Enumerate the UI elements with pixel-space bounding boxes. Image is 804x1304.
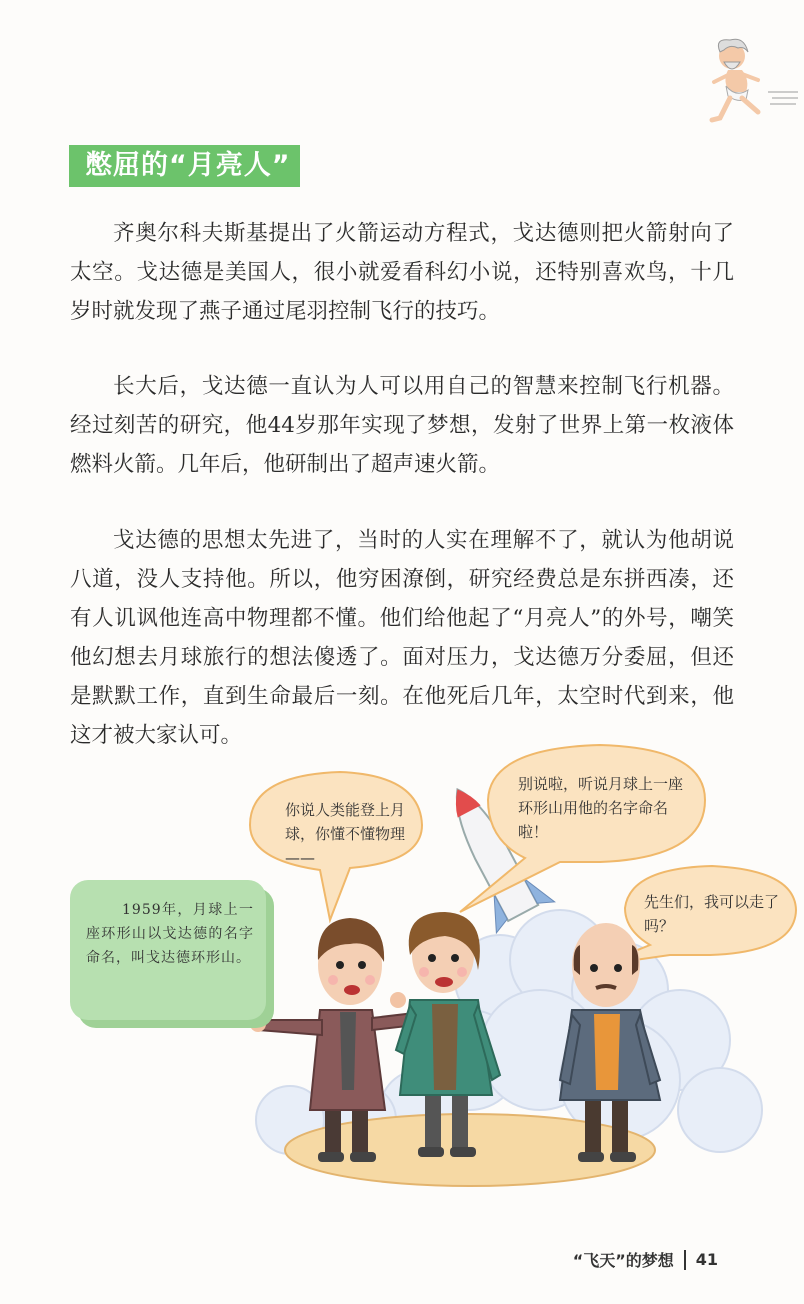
section-title: 憋屈的“月亮人” <box>69 145 300 187</box>
page-number: 41 <box>695 1250 718 1269</box>
paragraph-3: 戈达德的思想太先进了，当时的人实在理解不了，就认为他胡说八道，没人支持他。所以，他穷困潦倒，研究经费总是东拼西凑，还有人讥讽他连高中物理都不懂。他们给他起了“月亮人”的外号，嘲笑他幻想去月球旅行的想法傻透了。面对压力，戈达德万分委屈，但还是默默工作，直到生命最后一刻。在他死后几年，太空时代到来，他这才被大家认可。 <box>70 528 734 748</box>
note-text: 1959年，月球上一座环形山以戈达德的名字命名，叫戈达德环形山。 <box>86 902 254 966</box>
speech-bubble-1-text: 你说人类能登上月球，你懂不懂物理—— <box>285 801 406 867</box>
speech-bubble-3-text: 先生们，我可以走了吗？ <box>644 893 780 935</box>
running-scientist-icon <box>700 34 800 134</box>
paragraph-1: 齐奥尔科夫斯基提出了火箭运动方程式，戈达德则把火箭射向了太空。戈达德是美国人，很小就爱看科幻小说，还特别喜欢鸟，十几岁时就发现了燕子通过尾羽控制飞行的技巧。 <box>70 221 734 324</box>
paragraph-2: 长大后，戈达德一直认为人可以用自己的智慧来控制飞行机器。经过刻苦的研究，他44岁那年实现了梦想，发射了世界上第一枚液体燃料火箭。几年后，他研制出了超声速火箭。 <box>70 374 734 477</box>
chapter-title: “飞天”的梦想 <box>572 1251 674 1270</box>
footer-divider <box>684 1250 686 1270</box>
page-footer <box>573 1248 718 1271</box>
speech-bubble-2-text: 别说啦，听说月球上一座环形山用他的名字命名啦！ <box>518 775 684 841</box>
